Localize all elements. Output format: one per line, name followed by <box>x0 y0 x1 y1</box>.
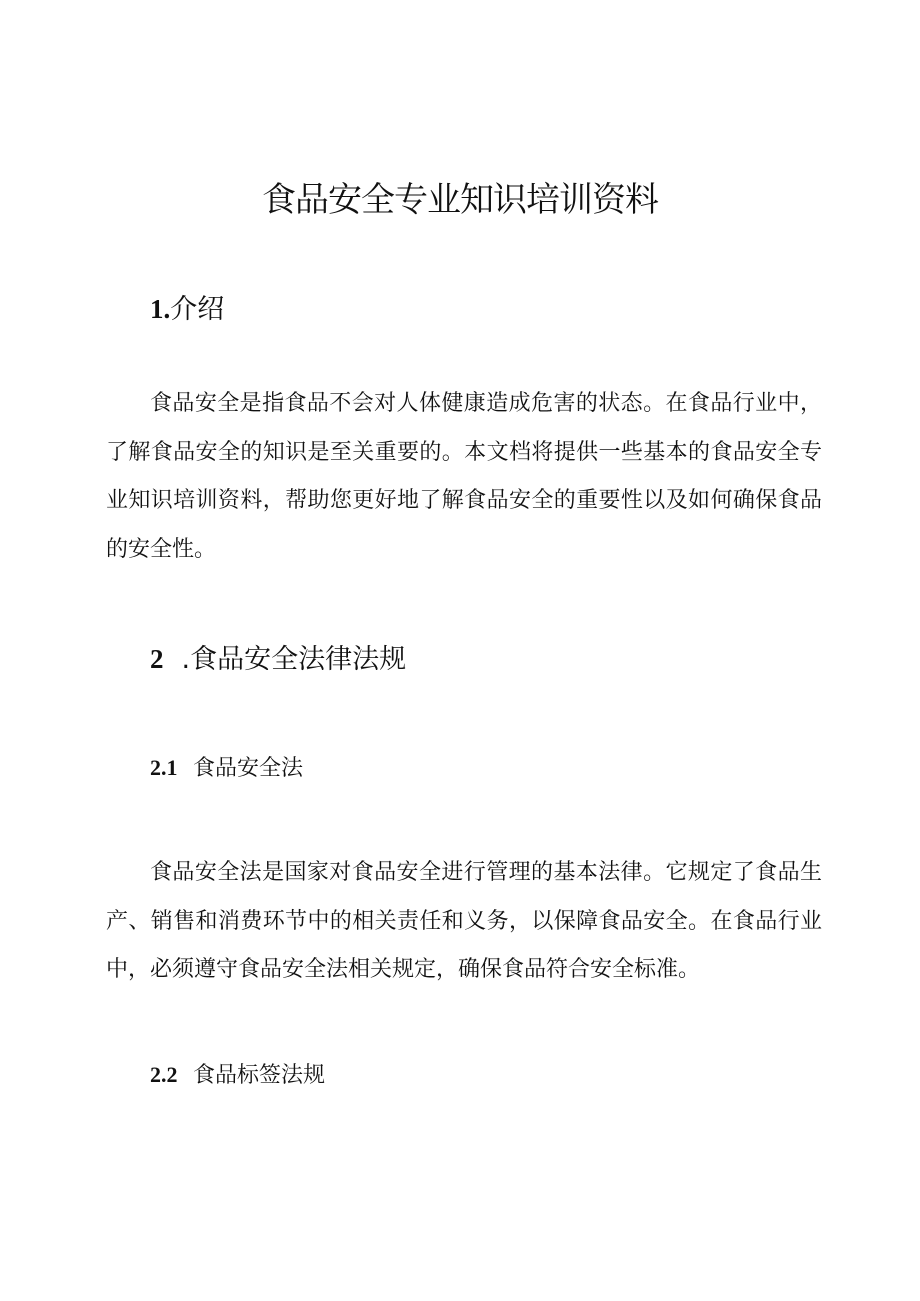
section-1-paragraph: 食品安全是指食品不会对人体健康造成危害的状态。在食品行业中，了解食品安全的知识是至关重要的。本文档将提供一些基本的食品安全专业知识培训资料，帮助您更好地了解食品安全的重要性以及如何确保食品的安全性。 <box>106 391 822 562</box>
document-title: 食品安全专业知识培训资料 <box>262 180 658 220</box>
subsection-number: 2.2 <box>150 1062 178 1087</box>
subsection-title: 食品标签法规 <box>193 1063 326 1088</box>
section-heading-1 <box>150 291 224 328</box>
subsection-title: 食品安全法 <box>193 756 304 781</box>
section-title: .食品安全法律法规 <box>181 644 407 675</box>
subsection-number: 2.1 <box>150 755 178 780</box>
section-number: 1. <box>150 294 171 324</box>
subsection-2-1-paragraph: 食品安全法是国家对食品安全进行管理的基本法律。它规定了食品生产、销售和消费环节中的相关责任和义务，以保障食品安全。在食品行业中，必须遵守食品安全法相关规定，确保食品符合安全标准。 <box>106 860 822 982</box>
section-heading-2 <box>150 641 406 678</box>
subsection-heading-2-2 <box>150 1060 325 1091</box>
section-title: 介绍 <box>170 294 225 325</box>
subsection-heading-2-1 <box>150 753 303 784</box>
section-number: 2 <box>150 644 164 674</box>
